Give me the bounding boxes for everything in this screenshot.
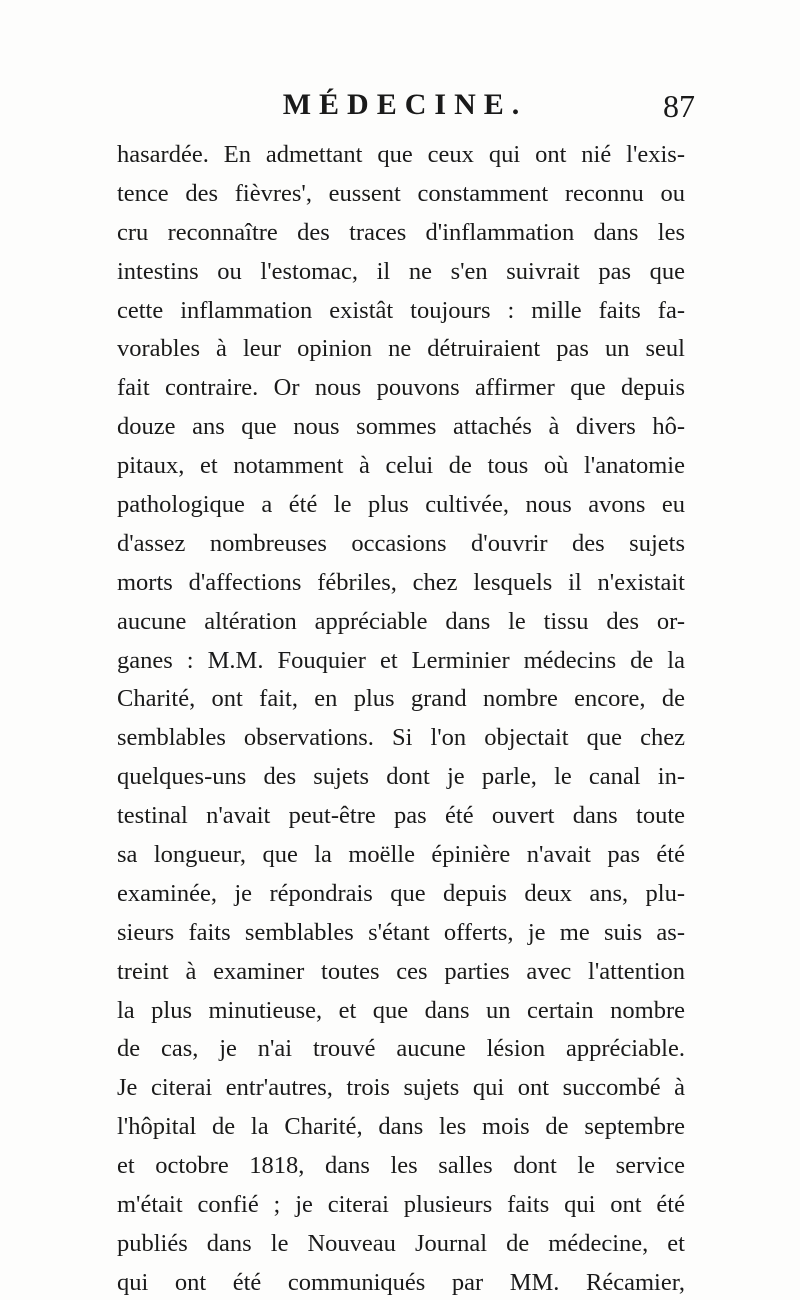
text-line: publiés dans le Nouveau Journal de médecine, et [117,1229,685,1257]
text-line: cru reconnaître des traces d'inflammation dans les [117,218,685,246]
text-line: la plus minutieuse, et que dans un certain nombre [117,996,685,1024]
text-line: pathologique a été le plus cultivée, nous avons eu [117,491,685,519]
text-line: intestins ou l'estomac, il ne s'en suivrait pas que [117,257,685,285]
text-line: Charité, ont fait, en plus grand nombre encore, de [117,685,685,713]
text-line: douze ans que nous sommes attachés à divers hô- [117,413,685,441]
text-line: aucune altération appréciable dans le tissu des or- [117,607,685,635]
page-number: 87 [663,88,695,124]
text-line: tence des fièvres', eussent constamment reconnu ou [117,179,685,207]
text-line: pitaux, et notamment à celui de tous où l'anatomie [117,452,685,480]
text-line: d'assez nombreuses occasions d'ouvrir des sujets [117,529,685,557]
body-text [117,136,685,1303]
text-line: testinal n'avait peut-être pas été ouvert dans toute [117,802,685,830]
text-line: treint à examiner toutes ces parties avec l'attention [117,957,685,985]
text-line: vorables à leur opinion ne détruiraient pas un seul [117,335,685,363]
text-line: hasardée. En admettant que ceux qui ont nié l'exis- [117,141,685,168]
text-line: cette inflammation existât toujours : mille faits fa- [117,296,685,324]
text-line: qui ont été communiqués par MM. Récamier, [117,1268,685,1296]
text-line: l'hôpital de la Charité, dans les mois de septembre [117,1113,685,1141]
text-line: sieurs faits semblables s'étant offerts, je me suis as- [117,918,685,946]
text-line: fait contraire. Or nous pouvons affirmer que depuis [117,374,685,402]
text-line: ganes : M.M. Fouquier et Lerminier médecins de la [117,646,685,674]
text-line: et octobre 1818, dans les salles dont le service [117,1152,685,1180]
page-header [115,88,695,128]
running-title: MÉDECINE. [282,88,528,121]
text-line: sa longueur, que la moëlle épinière n'avait pas été [117,841,685,869]
text-line: Je citerai entr'autres, trois sujets qui ont succombé à [117,1074,685,1102]
text-line: de cas, je n'ai trouvé aucune lésion appréciable. [117,1035,685,1063]
text-line: morts d'affections fébriles, chez lesquels il n'existait [117,568,685,596]
text-line: quelques-uns des sujets dont je parle, le canal in- [117,763,685,791]
text-line: m'était confié ; je citerai plusieurs faits qui ont été [117,1191,685,1219]
text-line: semblables observations. Si l'on objectait que chez [117,724,685,752]
text-line: examinée, je répondrais que depuis deux ans, plu- [117,879,685,907]
